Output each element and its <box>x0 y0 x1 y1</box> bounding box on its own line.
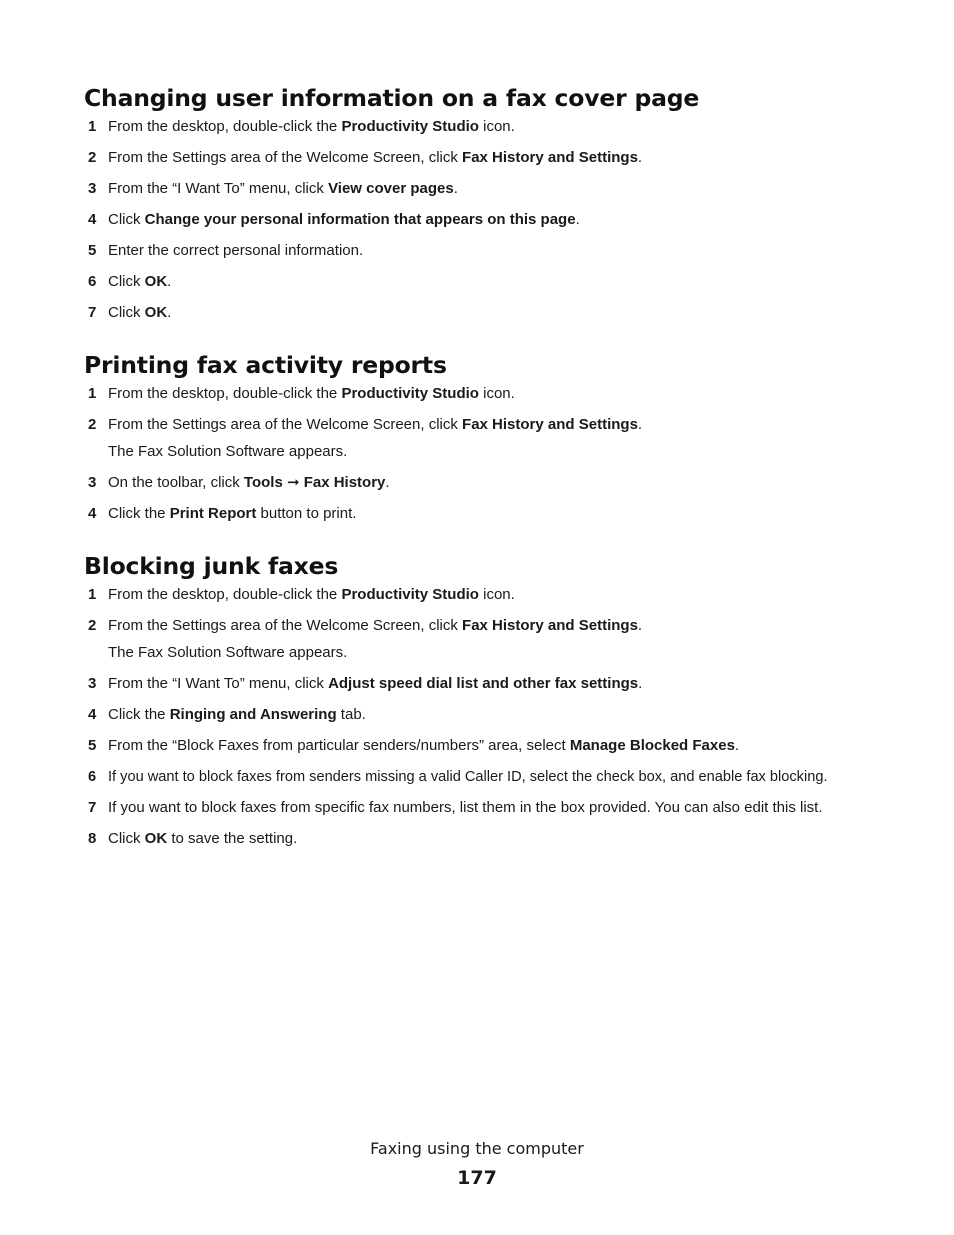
step-number: 6 <box>88 273 97 290</box>
step-item: 2 From the Settings area of the Welcome Screen, click Fax History and Settings. <box>88 149 643 166</box>
step-item: 1 From the desktop, double-click the Productivity Studio icon. <box>88 586 515 603</box>
step-item: 1 From the desktop, double-click the Productivity Studio icon. <box>88 118 515 135</box>
step-item: 8 Click OK to save the setting. <box>88 830 298 847</box>
step-item: 4 Click Change your personal information that appears on this page. <box>88 211 580 228</box>
step-number: 6 <box>88 769 97 785</box>
step-item: 2 From the Settings area of the Welcome Screen, click Fax History and Settings. The Fax Solution Software appears. <box>84 616 894 663</box>
section-heading: Blocking junk faxes <box>84 552 339 580</box>
step-item: 7 If you want to block faxes from specific fax numbers, list them in the box provided. You can also edit this list. <box>88 799 823 816</box>
step-number: 4 <box>88 211 97 228</box>
step-item: 4 Click the Print Report button to print. <box>88 505 357 522</box>
section-heading: Printing fax activity reports <box>84 351 447 379</box>
steps-list <box>84 585 894 849</box>
section-blocking-junk-faxes <box>84 552 894 860</box>
footer-chapter-title: Faxing using the computer <box>370 1139 584 1158</box>
step-number: 5 <box>88 737 97 754</box>
steps-list <box>84 384 894 524</box>
section-changing-user-information <box>84 84 894 334</box>
step-item: 3 From the “I Want To” menu, click View cover pages. <box>88 180 458 197</box>
step-item: 3 On the toolbar, click Tools ➞ Fax History. <box>88 474 390 491</box>
step-number: 1 <box>88 118 97 135</box>
step-number: 7 <box>88 304 97 321</box>
step-number: 3 <box>88 180 97 197</box>
step-number: 4 <box>88 505 97 522</box>
step-result-note: The Fax Solution Software appears. <box>108 443 348 460</box>
step-item: 2 From the Settings area of the Welcome Screen, click Fax History and Settings. The Fax Solution Software appears. <box>84 415 894 462</box>
step-number: 2 <box>88 416 97 433</box>
step-number: 3 <box>88 474 97 491</box>
section-heading: Changing user information on a fax cover page <box>84 84 700 112</box>
step-number: 4 <box>88 706 97 723</box>
step-item: 7 Click OK. <box>88 304 172 321</box>
steps-list <box>84 117 894 323</box>
step-number: 8 <box>88 830 97 847</box>
step-item: 3 From the “I Want To” menu, click Adjust speed dial list and other fax settings. <box>88 675 643 692</box>
step-item: 5 Enter the correct personal information. <box>88 242 364 259</box>
section-printing-fax-activity-reports <box>84 351 894 535</box>
step-number: 1 <box>88 385 97 402</box>
step-number: 2 <box>88 149 97 166</box>
step-number: 3 <box>88 675 97 692</box>
step-number: 1 <box>88 586 97 603</box>
step-item: 4 Click the Ringing and Answering tab. <box>88 706 366 723</box>
step-item: 6 Click OK. <box>88 273 172 290</box>
page-number: 177 <box>457 1167 497 1189</box>
arrow-icon: ➞ <box>282 474 304 491</box>
step-number: 2 <box>88 617 97 634</box>
step-number: 5 <box>88 242 97 259</box>
step-item: 5 From the “Block Faxes from particular senders/numbers” area, select Manage Blocked Faxes. <box>88 737 740 754</box>
step-number: 7 <box>88 799 97 816</box>
step-item: 1 From the desktop, double-click the Productivity Studio icon. <box>88 385 515 402</box>
step-item: 6 If you want to block faxes from senders missing a valid Caller ID, select the check box, and enable fax blocking. <box>88 769 828 785</box>
step-result-note: The Fax Solution Software appears. <box>108 644 348 661</box>
